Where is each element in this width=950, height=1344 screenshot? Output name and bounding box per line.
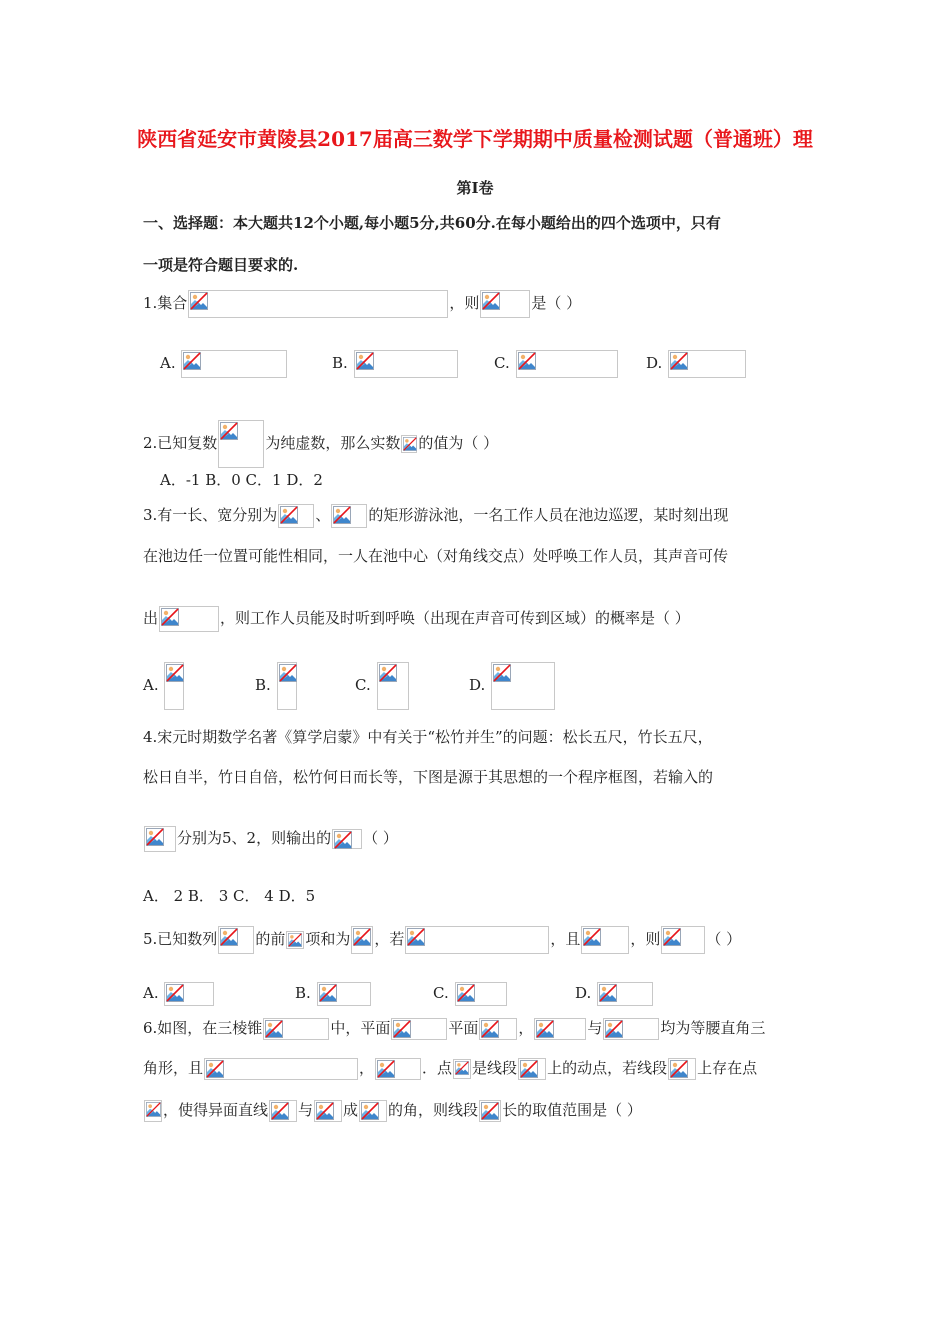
option-image[interactable] [491, 662, 555, 710]
option-image[interactable] [597, 982, 653, 1006]
formula-image [453, 1059, 471, 1079]
broken-image-icon [166, 984, 184, 1002]
formula-image [144, 826, 176, 852]
question-5-options [143, 982, 654, 1006]
formula-image [668, 1058, 696, 1080]
option-label: B. [295, 984, 311, 1002]
q6-text: ， [359, 1059, 375, 1077]
question-1 [143, 290, 581, 318]
question-2 [143, 420, 498, 468]
q6-text: 上存在点 [697, 1059, 758, 1077]
q4-text: 分别为5、2，则输出的 [177, 829, 332, 847]
question-3-line1 [143, 504, 728, 528]
q5-text: 的前 [255, 930, 286, 948]
option-label: D. [469, 676, 486, 694]
formula-image [286, 931, 304, 949]
broken-image-icon [333, 506, 351, 524]
option-image[interactable] [377, 662, 409, 710]
broken-image-icon [599, 984, 617, 1002]
broken-image-icon [183, 352, 201, 370]
option-image[interactable] [164, 982, 214, 1006]
q6-text: ， [518, 1019, 534, 1037]
formula-image [534, 1018, 586, 1040]
option-label: C. [433, 984, 449, 1002]
broken-image-icon [407, 928, 425, 946]
formula-image [405, 926, 549, 954]
q5-text: （ ） [706, 930, 742, 948]
formula-image [331, 504, 367, 528]
formula-image [269, 1100, 297, 1122]
formula-image [278, 504, 314, 528]
broken-image-icon [481, 1020, 499, 1038]
formula-image [359, 1100, 387, 1122]
broken-image-icon [220, 928, 238, 946]
question-5 [143, 926, 741, 954]
q5-text: 项和为 [305, 930, 351, 948]
option-image[interactable] [164, 662, 184, 710]
option-label: B. [332, 354, 348, 372]
option-label: D. [575, 984, 592, 1002]
broken-image-icon [403, 437, 417, 451]
question-1-options [160, 350, 747, 378]
q4-text: （ ） [363, 829, 398, 847]
formula-image [159, 606, 219, 632]
q6-text: 成 [343, 1101, 359, 1119]
broken-image-icon [605, 1020, 623, 1038]
broken-image-icon [334, 831, 352, 849]
q6-text: 中，平面 [330, 1019, 391, 1037]
q3-text: 3.有一长、宽分别为 [143, 506, 278, 524]
broken-image-icon [288, 933, 302, 947]
broken-image-icon [377, 1060, 395, 1078]
broken-image-icon [319, 984, 337, 1002]
formula-image [581, 926, 629, 954]
broken-image-icon [455, 1061, 469, 1075]
q2-text: 的值为（ ） [418, 434, 499, 452]
broken-image-icon [518, 352, 536, 370]
question-6-line2 [143, 1058, 757, 1080]
broken-image-icon [146, 1102, 161, 1117]
broken-image-icon [583, 928, 601, 946]
broken-image-icon [379, 664, 397, 682]
question-4-options: A． 2 B． 3 C． 4 D．5 [143, 887, 316, 905]
q6-text: 是线段 [472, 1059, 518, 1077]
option-image[interactable] [516, 350, 618, 378]
broken-image-icon [146, 828, 164, 846]
broken-image-icon [353, 928, 371, 946]
broken-image-icon [166, 664, 184, 682]
broken-image-icon [206, 1060, 224, 1078]
formula-image [351, 926, 373, 954]
broken-image-icon [271, 1102, 289, 1120]
q1-text: 1.集合 [143, 294, 188, 312]
broken-image-icon [482, 292, 500, 310]
formula-image [391, 1018, 447, 1040]
option-label: B. [255, 676, 271, 694]
formula-image [401, 435, 417, 453]
q6-text: 长的取值范围是（ ） [502, 1101, 642, 1119]
option-label: A. [143, 676, 159, 694]
page-title: 陕西省延安市黄陵县2017届高三数学下学期期中质量检测试题（普通班）理 [137, 127, 813, 151]
formula-image [480, 290, 530, 318]
broken-image-icon [536, 1020, 554, 1038]
question-4-line2: 松日自半，竹日自倍，松竹何日而长等，下图是源于其思想的一个程序框图，若输入的 [143, 768, 714, 786]
formula-image [603, 1018, 659, 1040]
option-image[interactable] [455, 982, 507, 1006]
q6-text: 与 [587, 1019, 603, 1037]
broken-image-icon [493, 664, 511, 682]
broken-image-icon [316, 1102, 334, 1120]
formula-image [661, 926, 705, 954]
q3-text: 的矩形游泳池，一名工作人员在池边巡逻，某时刻出现 [368, 506, 729, 524]
option-label: C. [355, 676, 371, 694]
broken-image-icon [361, 1102, 379, 1120]
q2-text: 2.已知复数 [143, 434, 218, 452]
q6-text: 均为等腰直角三 [660, 1019, 766, 1037]
question-3-line2: 在池边任一位置可能性相同，一人在池中心（对角线交点）处呼唤工作人员，其声音可传 [143, 547, 729, 565]
broken-image-icon [520, 1060, 538, 1078]
question-2-options: A．-1 B．0 C．1 D．2 [160, 471, 323, 489]
formula-image [218, 926, 254, 954]
q5-text: 5.已知数列 [143, 930, 218, 948]
broken-image-icon [279, 664, 297, 682]
volume-heading: 第Ⅰ卷 [456, 179, 494, 197]
formula-image [479, 1100, 501, 1122]
formula-image [479, 1018, 517, 1040]
formula-image [263, 1018, 329, 1040]
option-image[interactable] [354, 350, 458, 378]
formula-image [314, 1100, 342, 1122]
q6-text: 上的动点，若线段 [547, 1059, 668, 1077]
option-label: A. [160, 354, 176, 372]
question-4-line3 [143, 826, 398, 852]
broken-image-icon [670, 352, 688, 370]
question-6-line3 [143, 1100, 642, 1122]
q2-text: 为纯虚数，那么实数 [265, 434, 401, 452]
formula-image [204, 1058, 358, 1080]
formula-image [144, 1100, 162, 1122]
option-label: D. [646, 354, 663, 372]
broken-image-icon [265, 1020, 283, 1038]
question-3-options [143, 662, 556, 710]
formula-image [188, 290, 448, 318]
formula-image [218, 420, 264, 468]
option-image[interactable] [668, 350, 746, 378]
formula-image [518, 1058, 546, 1080]
q3-text: 出 [143, 609, 159, 627]
option-image[interactable] [317, 982, 371, 1006]
formula-image [375, 1058, 421, 1080]
broken-image-icon [481, 1102, 499, 1120]
broken-image-icon [161, 608, 179, 626]
broken-image-icon [220, 422, 238, 440]
broken-image-icon [670, 1060, 688, 1078]
broken-image-icon [663, 928, 681, 946]
broken-image-icon [190, 292, 208, 310]
q5-text: ，且 [550, 930, 581, 948]
section-heading-line1: 一、选择题：本大题共12个小题,每小题5分,共60分.在每小题给出的四个选项中，只有 [143, 214, 721, 232]
question-4-line1: 4.宋元时期数学名著《算学启蒙》中有关于“松竹并生”的问题：松长五尺，竹长五尺， [143, 728, 713, 746]
question-3-line3 [143, 606, 690, 632]
option-image[interactable] [277, 662, 297, 710]
q6-text: 6.如图，在三棱锥 [143, 1019, 263, 1037]
q1-text: ，则 [449, 294, 480, 312]
option-label: C. [494, 354, 510, 372]
q5-text: ，则 [630, 930, 661, 948]
q6-text: ．点 [422, 1059, 453, 1077]
broken-image-icon [393, 1020, 411, 1038]
q6-text: 平面 [448, 1019, 479, 1037]
q3-text: ，则工作人员能及时听到呼唤（出现在声音可传到区域）的概率是（ ） [220, 609, 690, 627]
broken-image-icon [356, 352, 374, 370]
q6-text: 与 [298, 1101, 314, 1119]
q6-text: ，使得异面直线 [163, 1101, 269, 1119]
broken-image-icon [457, 984, 475, 1002]
q1-text: 是（ ） [531, 294, 582, 312]
q6-text: 的角，则线段 [388, 1101, 479, 1119]
q5-text: ，若 [374, 930, 405, 948]
q3-text: 、 [315, 506, 331, 524]
question-6-line1 [143, 1018, 765, 1040]
q6-text: 角形，且 [143, 1059, 204, 1077]
broken-image-icon [280, 506, 298, 524]
option-label: A. [143, 984, 159, 1002]
option-image[interactable] [181, 350, 287, 378]
section-heading-line2: 一项是符合题目要求的. [143, 256, 299, 274]
formula-image [332, 829, 362, 849]
